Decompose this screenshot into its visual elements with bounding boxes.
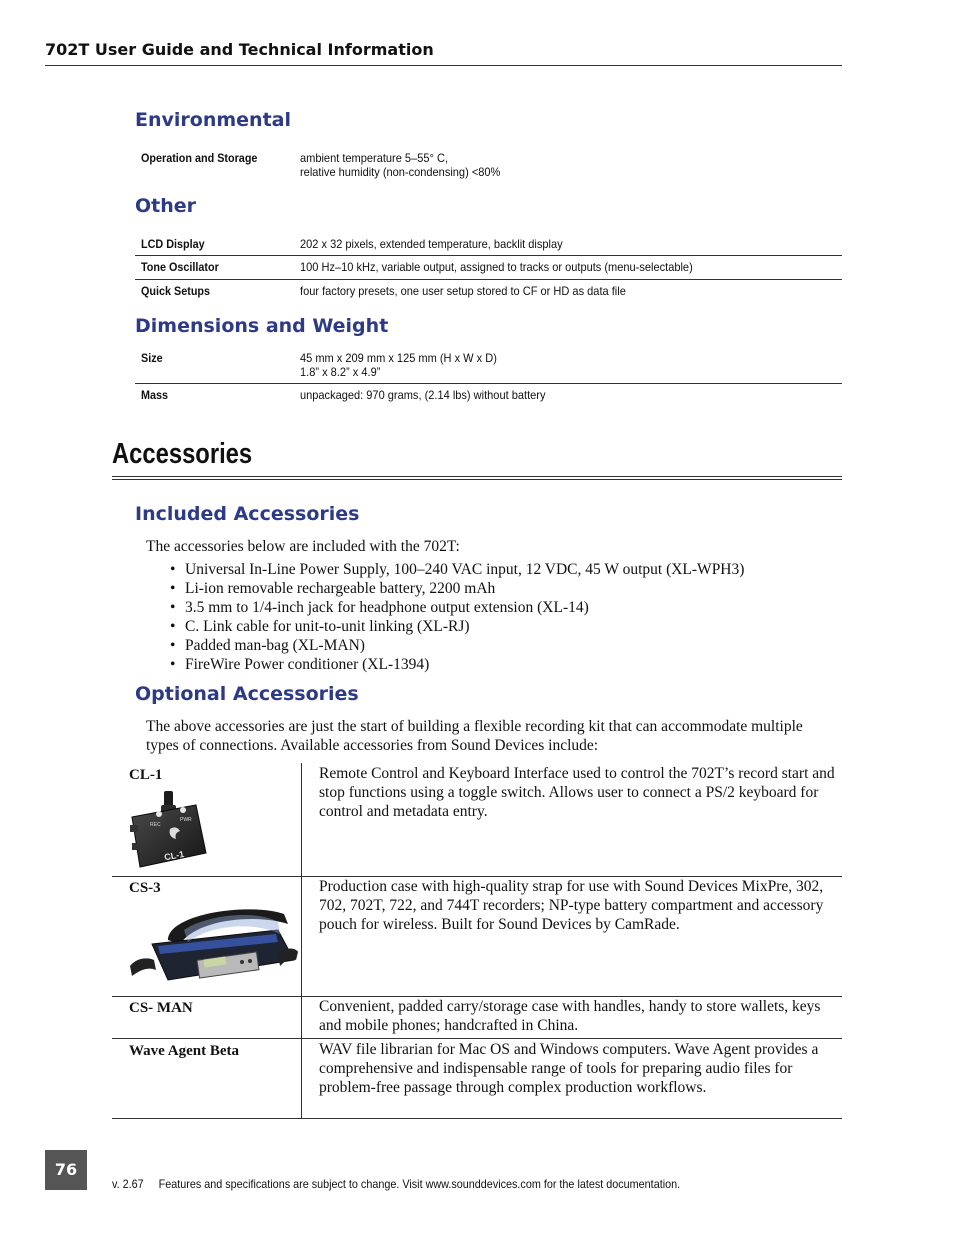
knob-icon — [248, 959, 252, 963]
list-item-text: 3.5 mm to 1/4-inch jack for headphone output extension (XL-14) — [185, 598, 589, 616]
other-heading: Other — [135, 195, 197, 217]
spec-label-size: Size — [141, 351, 163, 365]
table-row — [112, 996, 842, 1039]
table-row — [112, 876, 842, 996]
spec-value-mass: unpackaged: 970 grams, (2.14 lbs) without battery — [300, 388, 546, 402]
spec-value-tone-oscillator: 100 Hz–10 kHz, variable output, assigned to tracks or outputs (menu-selectable) — [300, 260, 693, 274]
list-item — [166, 656, 744, 675]
spec-value-quick-setups: four factory presets, one user setup stored to CF or HD as data file — [300, 284, 626, 298]
accessory-name: Wave Agent Beta — [129, 1043, 239, 1059]
bullet-icon: • — [170, 636, 176, 654]
spec-value-lcd-display: 202 x 32 pixels, extended temperature, backlit display — [300, 237, 563, 251]
accessory-description: WAV file librarian for Mac OS and Windows computers. Wave Agent provides a comprehensive and indispensable range of tools for preparing audio files for problem-free passage through complex production workflows. — [319, 1041, 819, 1096]
table-rule — [135, 255, 842, 256]
table-rule — [135, 383, 842, 384]
list-item — [166, 637, 744, 656]
table-rule — [135, 279, 842, 280]
table-row — [112, 1039, 842, 1119]
accessories-heading: Accessories — [112, 438, 253, 470]
list-item-text: Padded man-bag (XL-MAN) — [185, 636, 365, 654]
accessory-description: Convenient, padded carry/storage case with handles, handy to store wallets, keys and mobile phones; handcrafted in China. — [319, 998, 821, 1034]
spec-label-quick-setups: Quick Setups — [141, 284, 211, 298]
table-row — [112, 763, 842, 876]
spec-value-line: ambient temperature 5–55° C, — [300, 151, 449, 165]
model-label: CL-1 — [163, 848, 185, 863]
pwr-led-icon — [180, 807, 186, 813]
environmental-heading: Environmental — [135, 109, 291, 131]
rec-led-icon — [156, 811, 162, 817]
bullet-icon: • — [170, 561, 176, 578]
spec-value-size — [300, 351, 497, 379]
list-item — [166, 580, 744, 599]
bullet-icon: • — [170, 655, 176, 673]
included-list — [166, 561, 744, 674]
included-intro: The accessories below are included with the 702T: — [146, 538, 460, 555]
spec-value-line: 45 mm x 209 mm x 125 mm (H x W x D) — [300, 351, 497, 365]
bullet-icon: • — [170, 617, 176, 635]
page-number: 76 — [45, 1150, 87, 1190]
accessories-double-rule — [112, 476, 842, 480]
pwr-label: PWR — [180, 817, 192, 823]
port-icon — [130, 825, 138, 832]
list-item-text: Li-ion removable rechargeable battery, 2200 mAh — [185, 579, 496, 597]
case-handle — [130, 958, 156, 976]
spec-value-line: relative humidity (non-condensing) <80% — [300, 165, 501, 179]
accessory-name: CL-1 — [129, 767, 163, 783]
list-item — [166, 561, 744, 580]
list-item — [166, 618, 744, 637]
running-head: 702T User Guide and Technical Information — [45, 40, 434, 59]
table-column-divider — [301, 763, 302, 1119]
accessory-description: Remote Control and Keyboard Interface used to control the 702T’s record start and stop functions using a toggle switch. Allows user to connect a PS/2 keyboard for control and metadata entry. — [319, 765, 835, 820]
spec-value-operation-storage — [300, 151, 500, 179]
spec-label-operation-storage: Operation and Storage — [141, 151, 258, 165]
rec-label: REC — [150, 822, 161, 828]
included-accessories-heading: Included Accessories — [135, 503, 360, 525]
optional-accessories-heading: Optional Accessories — [135, 683, 359, 705]
accessory-name: CS- MAN — [129, 1000, 193, 1016]
knob-icon — [240, 960, 244, 964]
list-item-text: Universal In-Line Power Supply, 100–240 VAC input, 12 VDC, 45 W output (XL-WPH3) — [185, 561, 745, 578]
accessory-description: Production case with high-quality strap for use with Sound Devices MixPre, 302, 702, 702T, 722, and 744T recorders; NP-type battery compartment and accessory pouch for wireless. Built for Sound Devices by CamRade. — [319, 878, 824, 933]
spec-label-mass: Mass — [141, 388, 169, 402]
bullet-icon: • — [170, 598, 176, 616]
list-item-text: C. Link cable for unit-to-unit linking (XL-RJ) — [185, 617, 470, 635]
cl1-remote-photo — [126, 791, 222, 871]
port-icon — [132, 843, 140, 850]
list-item — [166, 599, 744, 618]
spec-label-lcd-display: LCD Display — [141, 237, 205, 251]
table-rule — [112, 996, 842, 997]
table-rule — [112, 876, 842, 877]
table-rule — [112, 1038, 842, 1039]
bullet-icon: • — [170, 579, 176, 597]
accessory-name: CS-3 — [129, 880, 161, 896]
spec-label-tone-oscillator: Tone Oscillator — [141, 260, 219, 274]
optional-intro: The above accessories are just the start of building a flexible recording kit that can accommodate multiple types of connections. Available accessories from Sound Devices include: — [146, 718, 803, 754]
header-rule — [45, 65, 842, 66]
footer-text: v. 2.67 Features and specifications are subject to change. Visit www.sounddevices.com for the latest documentation. — [112, 1177, 681, 1191]
cs3-case-photo — [128, 900, 300, 990]
spec-value-line: 1.8” x 8.2” x 4.9” — [300, 365, 381, 379]
table-rule — [112, 1118, 842, 1119]
list-item-text: FireWire Power conditioner (XL-1394) — [185, 655, 430, 673]
dimensions-heading: Dimensions and Weight — [135, 315, 389, 337]
